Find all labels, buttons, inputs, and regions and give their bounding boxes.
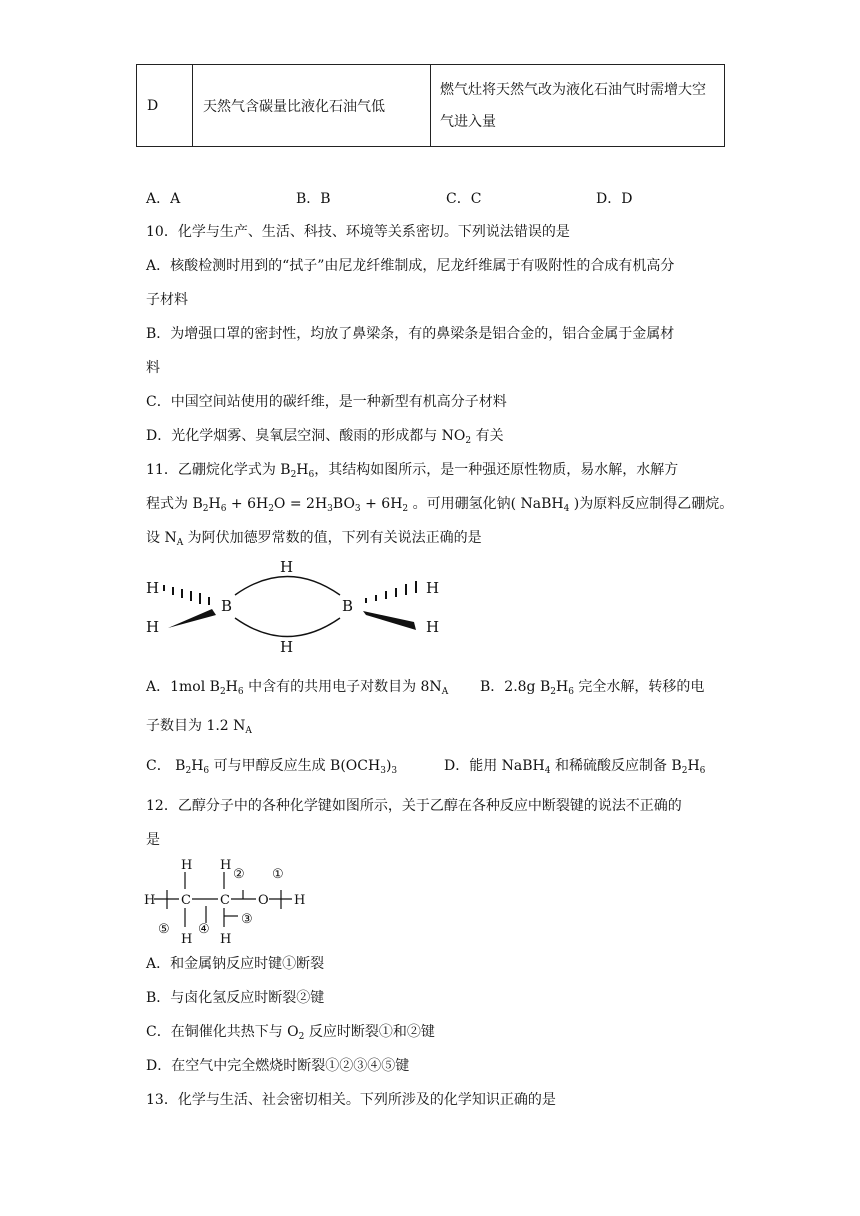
subscript: 3 [380,766,386,776]
table-row [137,65,725,147]
bridge-bond-bottom [235,618,340,637]
text: H [296,462,309,478]
solid-wedge-right [363,611,416,630]
atom-h-left-top: H [146,579,160,597]
q11-option-d [444,756,705,781]
text: + 6H [226,496,269,512]
q11-option-a [146,677,448,702]
subscript: 2 [268,504,274,514]
q10-option-a-line1: A．核酸检测时用到的“拭子”由尼龙纤维制成，尼龙纤维属于有吸附性的合成有机高分 [146,258,675,274]
q10-option-c: C．中国空间站使用的碳纤维，是一种新型有机高分子材料 [146,394,507,410]
q12-stem-line1: 12．乙醇分子中的各种化学键如图所示，关于乙醇在各种反应中断裂键的说法不正确的 [146,798,682,814]
atom-o: O [258,893,269,908]
table-cell-conclusion-line1: 燃气灶将天然气改为液化石油气时需增大空 [440,81,706,98]
q12-option-d: D．在空气中完全燃烧时断裂①②③④⑤键 [146,1058,410,1074]
table-cell-conclusion-line2: 气进入量 [440,113,496,130]
atom-b-left: B [221,597,233,615]
text: 完全水解，转移的电 [573,679,705,695]
subscript: 2 [298,1032,305,1042]
atom-h: H [181,858,193,873]
text: 为阿伏加德罗常数的值，下列有关说法正确的是 [183,530,482,546]
subscript: 2 [219,687,226,697]
atom-h: H [144,893,156,908]
atom-c1: C [181,893,191,908]
subscript: 6 [699,766,706,776]
text: H [556,679,569,695]
atom-h: H [294,893,306,908]
q10-option-d-tail: 有关 [471,428,504,444]
q11-option-c [146,756,397,781]
q10-option-a-line2: 子材料 [146,292,188,308]
atom-b-right: B [342,597,354,615]
q9-option-b: B．B [296,191,331,207]
atom-h-right-bottom: H [426,618,440,636]
q12-option-b: B．与卤化氢反应时断裂②键 [146,990,325,1006]
q10-option-b-line2: 料 [146,360,160,376]
q9-option-d: D．D [596,191,633,207]
subscript: 6 [308,470,315,480]
bond-number-4: ④ [198,922,210,937]
subscript: 2 [402,504,409,514]
subscript: 3 [327,504,333,514]
text: 中含有的共用电子对数目为 8N [243,679,442,695]
atom-h: H [181,932,193,947]
text: 可与甲醇反应生成 B(OCH [209,758,381,774]
q9-option-c: C．C [446,191,482,207]
text: ，其结构如图所示，是一种强还原性物质，易水解，水解方 [314,462,679,478]
text: H [208,496,221,512]
text: )为原料反应制得乙硼烷。 [569,496,734,512]
table-cell-reason: 天然气含碳量比液化石油气低 [193,65,431,147]
diborane-structure-diagram [140,555,450,660]
q12-stem-line2: 是 [146,832,160,848]
bond-number-3: ③ [241,912,253,927]
q11-option-b [480,677,704,702]
subscript: 2 [681,766,688,776]
table-cell-conclusion [431,65,725,147]
text: H [191,758,204,774]
q10-option-d-text: D．光化学烟雾、臭氧层空洞、酸雨的形成都与 NO [146,428,466,444]
subscript: 6 [203,766,210,776]
q12-option-c [146,1021,435,1042]
subscript: 2 [290,470,297,480]
text: H [687,758,700,774]
atom-h-bridge-top: H [280,558,294,576]
subscript: 6 [220,504,227,514]
text: 和稀硫酸反应制备 B [550,758,682,774]
q10-option-b-line1: B．为增强口罩的密封性，均放了鼻梁条，有的鼻梁条是铝合金的，铝合金属于金属材 [146,326,675,342]
subscript: 3 [354,504,361,514]
solid-wedge-left [168,609,216,628]
hashed-wedge-left [164,585,209,605]
subscript: 4 [563,504,570,514]
hashed-wedge-right [366,581,416,603]
text: 设 N [146,530,177,546]
table-cell-letter: D [137,65,193,147]
text: ) [385,758,392,774]
atom-h-left-bottom: H [146,618,160,636]
text: O = 2H [273,496,328,512]
text: 反应时断裂①和②键 [304,1024,435,1040]
subscript: 2 [202,504,209,514]
subscript: 6 [237,687,244,697]
text: 子数目为 1.2 N [146,718,246,734]
bond-number-2: ② [233,867,245,882]
atom-c2: C [220,893,230,908]
text: BO [332,496,355,512]
subscript: 3 [391,766,398,776]
subscript: A [176,538,184,548]
subscript: A [245,726,252,736]
text: + 6H [360,496,403,512]
subscript: A [441,687,449,697]
text: H [225,679,238,695]
q10-option-d [146,425,504,446]
q12-option-a: A．和金属钠反应时键①断裂 [146,956,325,972]
text: B．2.8g B [480,679,551,695]
q11-stem-line1 [146,459,678,480]
q10-stem: 10．化学与生产、生活、科技、环境等关系密切。下列说法错误的是 [146,224,570,240]
text: A．1mol B [146,679,220,695]
subscript: 2 [465,436,472,446]
subscript: 4 [544,766,551,776]
bond-number-5: ⑤ [158,922,170,937]
bond-number-1: ① [272,867,284,882]
subscript: 6 [568,687,574,697]
text: 程式为 B [146,496,203,512]
atom-h-right-top: H [426,579,440,597]
text: D．能用 NaBH [444,758,545,774]
q11-stem-line2 [146,493,733,514]
text: C． B [146,758,186,774]
ethanol-bond-diagram [140,853,320,947]
q11-option-b-line2 [146,716,252,741]
atom-h-bridge-bottom: H [280,638,294,656]
subscript: 2 [185,766,192,776]
text: 11．乙硼烷化学式为 B [146,462,291,478]
text: 。可用硼氢化钠( NaBH [408,496,564,512]
q9-option-a: A．A [146,191,181,207]
q11-stem-line3 [146,527,482,548]
subscript: 2 [550,687,556,697]
text: C．在铜催化共热下与 O [146,1024,299,1040]
atom-h: H [220,932,232,947]
options-table [136,64,725,147]
atom-h: H [220,858,232,873]
bridge-bond-top [235,577,340,596]
q13-stem: 13．化学与生活、社会密切相关。下列所涉及的化学知识正确的是 [146,1092,556,1108]
